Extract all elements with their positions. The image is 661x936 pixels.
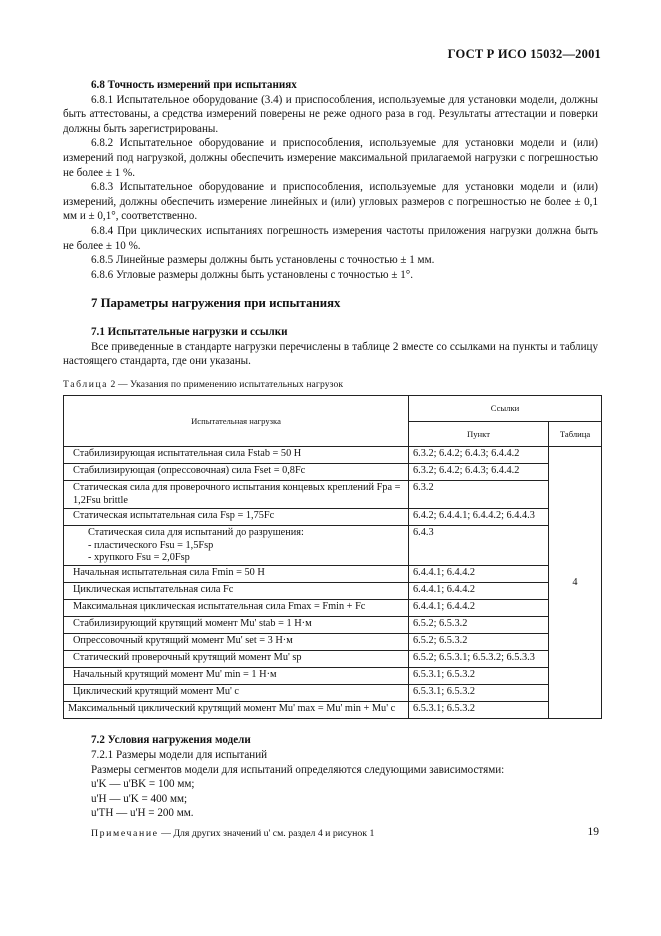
- paragraph-6-8-6: 6.8.6 Угловые размеры должны быть установлены с точностью ± 1°.: [91, 268, 413, 281]
- spacer: [63, 311, 598, 325]
- paragraph-6-8-5: 6.8.5 Линейные размеры должны быть установлены с точностью ± 1 мм.: [91, 254, 435, 267]
- clause-cell: 6.5.3.1; 6.5.3.2: [409, 668, 549, 685]
- table-row: [64, 668, 602, 685]
- table-ref-cell: 4: [549, 447, 602, 719]
- header-refs: Ссылки: [409, 396, 602, 422]
- note-word: Примечание: [91, 827, 159, 839]
- spacer: [63, 369, 598, 378]
- table-row: [64, 566, 602, 583]
- load-cell: Максимальный циклический крутящий момент Mu' max = Mu' min + Mu' c: [64, 702, 409, 719]
- load-cell: Статический проверочный крутящий момент Mu' sp: [64, 651, 409, 668]
- clause-cell: 6.5.2; 6.5.3.1; 6.5.3.2; 6.5.3.3: [409, 651, 549, 668]
- table-row: [64, 481, 602, 509]
- load-cell: Максимальная циклическая испытательная сила Fmax = Fmin + Fc: [64, 600, 409, 617]
- page-number: 19: [587, 826, 599, 838]
- section-6-8-title: 6.8 Точность измерений при испытаниях: [91, 79, 297, 91]
- table-row: [64, 634, 602, 651]
- paragraph-6-8-2: 6.8.2 Испытательное оборудование и приспособления, используемые для установки модели и (или) измерений под нагрузкой, должны обеспечить измерение максимальной прилагаемой нагрузки с погрешностью не более ± 1 %.: [63, 137, 598, 179]
- clause-cell: 6.3.2; 6.4.2; 6.4.3; 6.4.4.2: [409, 447, 549, 464]
- section-7-2-title: 7.2 Условия нагружения модели: [91, 734, 251, 747]
- paragraph-6-8-4: 6.8.4 При циклических испытаниях погрешность измерения частоты приложения нагрузки должна быть не более ± 10 %.: [63, 224, 598, 252]
- table-row: [64, 583, 602, 600]
- load-cell: Статическая испытательная сила Fsp = 1,75Fc: [64, 509, 409, 526]
- header-load: Испытательная нагрузка: [64, 396, 409, 447]
- load-cell: Начальная испытательная сила Fmin = 50 Н: [64, 566, 409, 583]
- header-table: Таблица: [549, 421, 602, 447]
- clause-cell: 6.3.2: [409, 481, 549, 509]
- header-clause: Пункт: [409, 421, 549, 447]
- section-7-1-title: 7.1 Испытательные нагрузки и ссылки: [91, 325, 288, 338]
- load-cell-multiline: [64, 526, 409, 566]
- page-content: [63, 78, 598, 841]
- clause-cell: 6.3.2; 6.4.2; 6.4.3; 6.4.4.2: [409, 464, 549, 481]
- equation-2: u'H — u'K = 400 мм;: [91, 792, 188, 805]
- table-caption-text: 2 — Указания по применению испытательных нагрузок: [110, 378, 344, 390]
- load-cell: Циклическая испытательная сила Fc: [64, 583, 409, 600]
- load-table: [63, 395, 602, 719]
- dimensions-intro: Размеры сегментов модели для испытаний определяются следующими зависимостями:: [91, 763, 505, 776]
- load-cell: Циклический крутящий момент Mu' c: [64, 685, 409, 702]
- clause-cell: 6.5.3.1; 6.5.3.2: [409, 702, 549, 719]
- load-line-1: Статическая сила для испытаний до разрушения:: [88, 527, 304, 539]
- clause-cell: 6.4.2; 6.4.4.1; 6.4.4.2; 6.4.4.3: [409, 509, 549, 526]
- clause-cell: 6.4.4.1; 6.4.4.2: [409, 566, 549, 583]
- clause-cell: 6.5.3.1; 6.5.3.2: [409, 685, 549, 702]
- paragraph-7-1: Все приведенные в стандарте нагрузки перечислены в таблице 2 вместе со ссылками на пункты и таблицу настоящего стандарта, где они указаны.: [63, 340, 598, 368]
- table-caption: [63, 378, 598, 393]
- section-7-title: 7 Параметры нагружения при испытаниях: [91, 296, 341, 311]
- section-7-2-1-title: 7.2.1 Размеры модели для испытаний: [91, 748, 268, 761]
- table-row: [64, 526, 602, 566]
- document-header: ГОСТ Р ИСО 15032—2001: [447, 47, 601, 61]
- table-row: [64, 617, 602, 634]
- table-row: [64, 447, 602, 464]
- load-cell: Начальный крутящий момент Mu' min = 1 Н·м: [64, 668, 409, 685]
- table-caption-word: Таблица: [63, 378, 109, 390]
- table-row: [64, 600, 602, 617]
- spacer: [63, 282, 598, 296]
- load-cell: Стабилизирующий крутящий момент Mu' stab = 1 Н·м: [64, 617, 409, 634]
- paragraph-6-8-1: 6.8.1 Испытательное оборудование (3.4) и приспособления, используемые для установки модели, должны быть аттестованы, а средства измерений поверены не реже одного раза в год. Результаты аттестации и поверки должны быть зарегистрированы.: [63, 93, 598, 135]
- clause-cell: 6.5.2; 6.5.3.2: [409, 617, 549, 634]
- load-line-3: - хрупкого Fsu = 2,0Fsp: [88, 551, 190, 563]
- table-row: [64, 651, 602, 668]
- clause-cell: 6.4.3: [409, 526, 549, 566]
- load-cell: Стабилизирующая (опрессовочная) сила Fset = 0,8Fc: [64, 464, 409, 481]
- load-cell: Статическая сила для проверочного испытания концевых креплений Fpa = 1,2Fsu brittle: [64, 481, 409, 509]
- table-row: [64, 685, 602, 702]
- clause-cell: 6.5.2; 6.5.3.2: [409, 634, 549, 651]
- table-row: [64, 702, 602, 719]
- load-cell: Стабилизирующая испытательная сила Fstab = 50 Н: [64, 447, 409, 464]
- table-row: [64, 509, 602, 526]
- equation-3: u'TH — u'H = 200 мм.: [91, 807, 194, 820]
- clause-cell: 6.4.4.1; 6.4.4.2: [409, 600, 549, 617]
- clause-cell: 6.4.4.1; 6.4.4.2: [409, 583, 549, 600]
- load-cell: Опрессовочный крутящий момент Mu' set = 3 Н·м: [64, 634, 409, 651]
- paragraph-6-8-3: 6.8.3 Испытательное оборудование и приспособления, используемые для установки модели и (или) измерений, должны обеспечить измерение линейных и (или) угловых размеров с погрешностью не более ± 0,1 мм и ± 0,1°, соответственно.: [63, 181, 598, 223]
- load-line-2: - пластического Fsu = 1,5Fsp: [88, 539, 214, 551]
- table-row: [64, 464, 602, 481]
- note-text: — Для других значений u' см. раздел 4 и рисунок 1: [161, 827, 375, 839]
- equation-1: u'K — u'BK = 100 мм;: [91, 778, 195, 791]
- spacer: [63, 719, 598, 733]
- note: [63, 827, 598, 842]
